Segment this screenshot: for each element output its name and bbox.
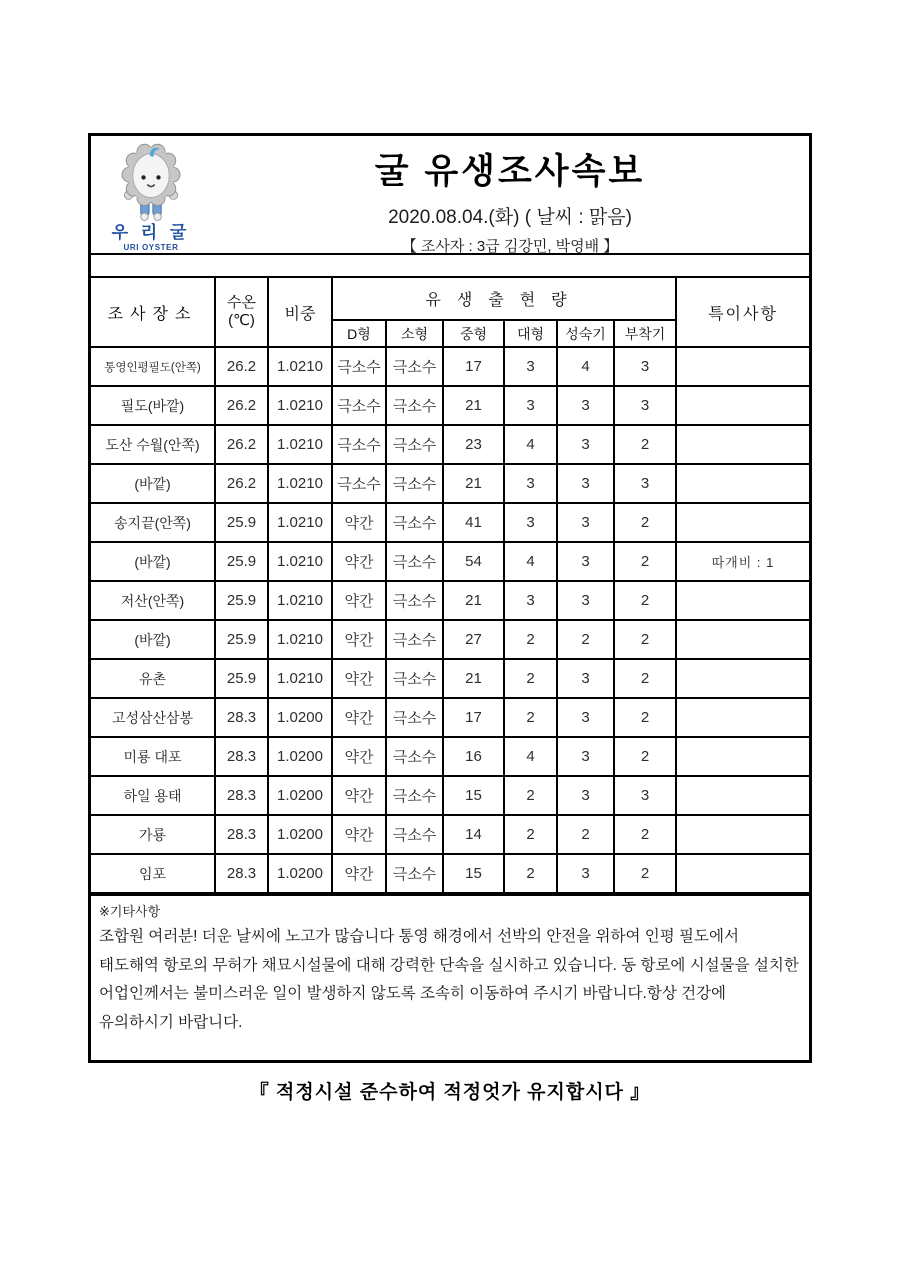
cell-d_type: 약간 bbox=[332, 503, 386, 542]
survey-date-line: 2020.08.04.(화) ( 날씨 : 맑음) bbox=[388, 207, 632, 228]
cell-note bbox=[676, 620, 809, 659]
cell-location: 하일 용태 bbox=[91, 776, 215, 815]
cell-small: 극소수 bbox=[386, 815, 443, 854]
cell-location: 가룡 bbox=[91, 815, 215, 854]
cell-large: 4 bbox=[504, 737, 557, 776]
cell-d_type: 극소수 bbox=[332, 347, 386, 386]
other-notes-section bbox=[91, 894, 809, 1060]
cell-d_type: 약간 bbox=[332, 542, 386, 581]
table-body bbox=[91, 347, 809, 893]
cell-medium: 21 bbox=[443, 581, 504, 620]
cell-note bbox=[676, 815, 809, 854]
cell-medium: 16 bbox=[443, 737, 504, 776]
cell-d_type: 약간 bbox=[332, 581, 386, 620]
cell-d_type: 극소수 bbox=[332, 425, 386, 464]
cell-gravity: 1.0210 bbox=[268, 464, 332, 503]
report-border-box bbox=[88, 133, 812, 1063]
cell-attach: 2 bbox=[614, 503, 676, 542]
cell-location: 통영인평필도(안쪽) bbox=[91, 347, 215, 386]
cell-note bbox=[676, 347, 809, 386]
cell-small: 극소수 bbox=[386, 581, 443, 620]
header-table-gap bbox=[91, 255, 809, 276]
column-header-notes: 특이사항 bbox=[676, 277, 809, 347]
cell-small: 극소수 bbox=[386, 620, 443, 659]
cell-temp: 26.2 bbox=[215, 347, 268, 386]
cell-small: 극소수 bbox=[386, 737, 443, 776]
cell-gravity: 1.0210 bbox=[268, 386, 332, 425]
column-header-attach: 부착기 bbox=[614, 320, 676, 347]
cell-gravity: 1.0200 bbox=[268, 737, 332, 776]
cell-attach: 3 bbox=[614, 464, 676, 503]
column-header-location: 조사장소 bbox=[91, 277, 215, 347]
cell-temp: 28.3 bbox=[215, 776, 268, 815]
cell-d_type: 극소수 bbox=[332, 464, 386, 503]
surveyor-line: 【 조사자 : 3급 김강민, 박영배 】 bbox=[401, 238, 619, 255]
column-header-large: 대형 bbox=[504, 320, 557, 347]
cell-location: 송지끝(안쪽) bbox=[91, 503, 215, 542]
cell-medium: 15 bbox=[443, 854, 504, 893]
cell-location: 도산 수월(안쪽) bbox=[91, 425, 215, 464]
cell-attach: 3 bbox=[614, 347, 676, 386]
cell-large: 2 bbox=[504, 698, 557, 737]
cell-d_type: 약간 bbox=[332, 854, 386, 893]
cell-mature: 3 bbox=[557, 581, 614, 620]
cell-attach: 3 bbox=[614, 386, 676, 425]
table-row bbox=[91, 464, 809, 503]
table-row bbox=[91, 659, 809, 698]
cell-temp: 25.9 bbox=[215, 503, 268, 542]
cell-temp: 25.9 bbox=[215, 659, 268, 698]
table-row bbox=[91, 776, 809, 815]
cell-attach: 2 bbox=[614, 425, 676, 464]
cell-gravity: 1.0210 bbox=[268, 581, 332, 620]
report-header bbox=[91, 136, 809, 255]
cell-temp: 28.3 bbox=[215, 854, 268, 893]
cell-small: 극소수 bbox=[386, 698, 443, 737]
cell-location: (바깥) bbox=[91, 464, 215, 503]
notes-body: 조합원 여러분! 더운 날씨에 노고가 많습니다 통영 해경에서 선박의 안전을 위하여 인평 필도에서 태도해역 항로의 무허가 채묘시설물에 대해 강력한 단속을 실시하고 있습니다. 동 항로에 시설물을 설치한 어업인께서는 불미스러운 일이 발생하지 않도록 조속히 이동하여 주시기 바랍니다.항상 건강에 유의하시기 바랍니다. bbox=[99, 928, 799, 1032]
cell-mature: 2 bbox=[557, 815, 614, 854]
larvae-survey-table bbox=[91, 276, 809, 894]
cell-d_type: 약간 bbox=[332, 776, 386, 815]
cell-medium: 17 bbox=[443, 347, 504, 386]
cell-note bbox=[676, 698, 809, 737]
cell-medium: 21 bbox=[443, 659, 504, 698]
column-header-medium: 중형 bbox=[443, 320, 504, 347]
cell-small: 극소수 bbox=[386, 659, 443, 698]
table-row bbox=[91, 386, 809, 425]
cell-attach: 2 bbox=[614, 737, 676, 776]
cell-gravity: 1.0200 bbox=[268, 776, 332, 815]
cell-large: 2 bbox=[504, 815, 557, 854]
table-row bbox=[91, 347, 809, 386]
column-header-temperature bbox=[215, 277, 268, 347]
cell-large: 2 bbox=[504, 659, 557, 698]
cell-temp: 25.9 bbox=[215, 620, 268, 659]
table-row bbox=[91, 854, 809, 893]
cell-small: 극소수 bbox=[386, 347, 443, 386]
cell-gravity: 1.0200 bbox=[268, 698, 332, 737]
cell-temp: 28.3 bbox=[215, 815, 268, 854]
cell-gravity: 1.0210 bbox=[268, 542, 332, 581]
cell-gravity: 1.0210 bbox=[268, 659, 332, 698]
cell-gravity: 1.0200 bbox=[268, 854, 332, 893]
cell-mature: 3 bbox=[557, 386, 614, 425]
cell-mature: 3 bbox=[557, 542, 614, 581]
cell-mature: 3 bbox=[557, 659, 614, 698]
cell-large: 4 bbox=[504, 542, 557, 581]
cell-d_type: 약간 bbox=[332, 659, 386, 698]
cell-d_type: 약간 bbox=[332, 698, 386, 737]
cell-small: 극소수 bbox=[386, 776, 443, 815]
cell-large: 3 bbox=[504, 347, 557, 386]
cell-large: 4 bbox=[504, 425, 557, 464]
notes-heading: ※기타사항 bbox=[99, 904, 161, 919]
cell-note bbox=[676, 854, 809, 893]
table-row bbox=[91, 425, 809, 464]
temp-label-top: 수온 bbox=[227, 294, 256, 311]
cell-medium: 14 bbox=[443, 815, 504, 854]
cell-temp: 26.2 bbox=[215, 386, 268, 425]
cell-note bbox=[676, 776, 809, 815]
cell-attach: 2 bbox=[614, 698, 676, 737]
cell-small: 극소수 bbox=[386, 503, 443, 542]
cell-large: 3 bbox=[504, 503, 557, 542]
cell-attach: 2 bbox=[614, 815, 676, 854]
cell-location: 임포 bbox=[91, 854, 215, 893]
cell-large: 2 bbox=[504, 776, 557, 815]
cell-large: 2 bbox=[504, 854, 557, 893]
cell-gravity: 1.0210 bbox=[268, 347, 332, 386]
cell-note bbox=[676, 737, 809, 776]
cell-small: 극소수 bbox=[386, 425, 443, 464]
cell-medium: 15 bbox=[443, 776, 504, 815]
cell-medium: 21 bbox=[443, 464, 504, 503]
cell-large: 3 bbox=[504, 386, 557, 425]
cell-mature: 2 bbox=[557, 620, 614, 659]
cell-medium: 54 bbox=[443, 542, 504, 581]
cell-small: 극소수 bbox=[386, 386, 443, 425]
cell-temp: 28.3 bbox=[215, 737, 268, 776]
cell-large: 3 bbox=[504, 464, 557, 503]
cell-mature: 4 bbox=[557, 347, 614, 386]
cell-mature: 3 bbox=[557, 464, 614, 503]
logo bbox=[91, 136, 211, 253]
cell-medium: 27 bbox=[443, 620, 504, 659]
column-header-larvae-group: 유생출현량 bbox=[332, 277, 676, 320]
cell-note: 따개비 : 1 bbox=[676, 542, 809, 581]
page-title: 굴 유생조사속보 bbox=[374, 152, 646, 191]
cell-gravity: 1.0210 bbox=[268, 425, 332, 464]
cell-temp: 26.2 bbox=[215, 425, 268, 464]
cell-temp: 25.9 bbox=[215, 581, 268, 620]
cell-medium: 21 bbox=[443, 386, 504, 425]
cell-location: (바깥) bbox=[91, 620, 215, 659]
cell-note bbox=[676, 503, 809, 542]
column-header-d-type: D형 bbox=[332, 320, 386, 347]
cell-location: 필도(바깥) bbox=[91, 386, 215, 425]
cell-mature: 3 bbox=[557, 503, 614, 542]
title-block bbox=[211, 136, 809, 253]
cell-gravity: 1.0200 bbox=[268, 815, 332, 854]
table-row bbox=[91, 542, 809, 581]
oyster-mascot-icon bbox=[113, 141, 189, 227]
cell-attach: 2 bbox=[614, 659, 676, 698]
cell-attach: 2 bbox=[614, 542, 676, 581]
cell-medium: 23 bbox=[443, 425, 504, 464]
logo-korean-name: 우 리 굴 bbox=[111, 223, 191, 242]
cell-mature: 3 bbox=[557, 698, 614, 737]
cell-large: 2 bbox=[504, 620, 557, 659]
table-row bbox=[91, 815, 809, 854]
cell-attach: 3 bbox=[614, 776, 676, 815]
table-row bbox=[91, 581, 809, 620]
column-header-gravity: 비중 bbox=[268, 277, 332, 347]
logo-english-name: URI OYSTER bbox=[123, 243, 179, 252]
table-row bbox=[91, 503, 809, 542]
cell-note bbox=[676, 386, 809, 425]
cell-d_type: 약간 bbox=[332, 737, 386, 776]
cell-mature: 3 bbox=[557, 776, 614, 815]
cell-location: 미룡 대포 bbox=[91, 737, 215, 776]
cell-mature: 3 bbox=[557, 854, 614, 893]
footer-slogan: 『 적정시설 준수하여 적정엇가 유지합시다 』 bbox=[249, 1082, 651, 1103]
cell-temp: 25.9 bbox=[215, 542, 268, 581]
cell-attach: 2 bbox=[614, 854, 676, 893]
cell-gravity: 1.0210 bbox=[268, 620, 332, 659]
table-row bbox=[91, 698, 809, 737]
cell-d_type: 극소수 bbox=[332, 386, 386, 425]
cell-d_type: 약간 bbox=[332, 815, 386, 854]
temp-label-unit: (℃) bbox=[228, 312, 255, 329]
cell-small: 극소수 bbox=[386, 854, 443, 893]
cell-note bbox=[676, 659, 809, 698]
cell-location: 고성삼산삼봉 bbox=[91, 698, 215, 737]
cell-medium: 17 bbox=[443, 698, 504, 737]
cell-attach: 2 bbox=[614, 620, 676, 659]
cell-gravity: 1.0210 bbox=[268, 503, 332, 542]
cell-attach: 2 bbox=[614, 581, 676, 620]
table-row bbox=[91, 620, 809, 659]
cell-mature: 3 bbox=[557, 737, 614, 776]
cell-small: 극소수 bbox=[386, 542, 443, 581]
cell-small: 극소수 bbox=[386, 464, 443, 503]
cell-mature: 3 bbox=[557, 425, 614, 464]
cell-location: (바깥) bbox=[91, 542, 215, 581]
cell-large: 3 bbox=[504, 581, 557, 620]
column-header-mature: 성숙기 bbox=[557, 320, 614, 347]
column-header-small: 소형 bbox=[386, 320, 443, 347]
cell-note bbox=[676, 581, 809, 620]
cell-temp: 26.2 bbox=[215, 464, 268, 503]
cell-d_type: 약간 bbox=[332, 620, 386, 659]
cell-temp: 28.3 bbox=[215, 698, 268, 737]
table-row bbox=[91, 737, 809, 776]
cell-note bbox=[676, 425, 809, 464]
cell-medium: 41 bbox=[443, 503, 504, 542]
cell-location: 저산(안쪽) bbox=[91, 581, 215, 620]
cell-note bbox=[676, 464, 809, 503]
cell-location: 유촌 bbox=[91, 659, 215, 698]
